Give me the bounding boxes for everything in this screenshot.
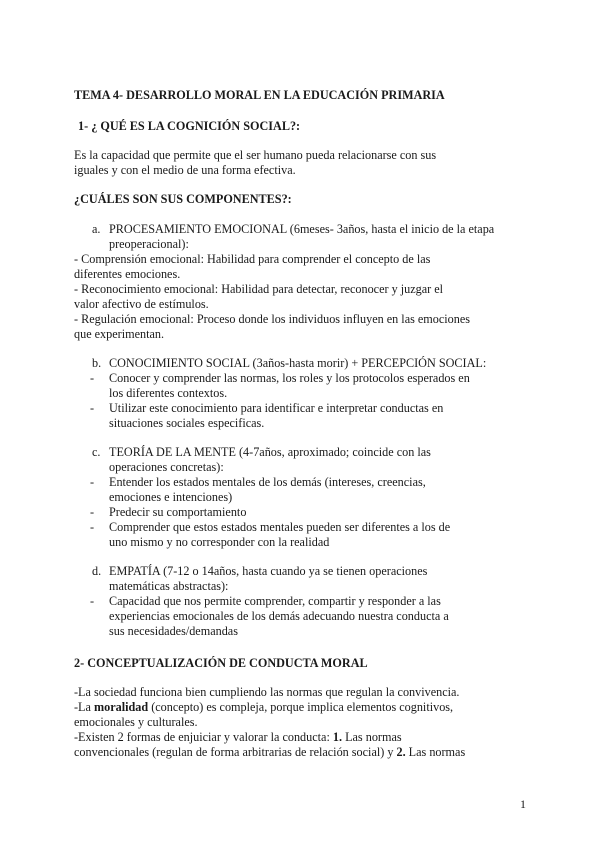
component-d-item: experiencias emocionales de los demás adecuando nuestra conducta a — [109, 609, 449, 623]
component-c-item: emociones e intenciones) — [109, 490, 233, 504]
component-a-item: - Comprensión emocional: Habilidad para comprender el concepto de las — [74, 252, 431, 266]
text-run: convencionales (regulan de forma arbitrarias de relación social) y — [74, 745, 397, 759]
component-a-item: que experimentan. — [74, 327, 165, 341]
component-c-item: Predecir su comportamiento — [109, 505, 247, 519]
text-run: -La — [74, 700, 94, 714]
moralidad-term: moralidad — [93, 700, 149, 714]
component-b-title: CONOCIMIENTO SOCIAL (3años-hasta morir) + PERCEPCIÓN SOCIAL: — [109, 356, 487, 370]
bullet: - — [90, 371, 95, 385]
document-title: TEMA 4- DESARROLLO MORAL EN LA EDUCACIÓN PRIMARIA — [74, 88, 445, 102]
list-marker-b: b. — [92, 356, 102, 370]
text-run: (concepto) es compleja, porque implica elementos cognitivos, — [148, 700, 454, 714]
list-marker-c: c. — [92, 445, 101, 459]
section-2-paragraph-2-line-2: emocionales y culturales. — [74, 715, 198, 729]
section-2-heading: 2- CONCEPTUALIZACIÓN DE CONDUCTA MORAL — [74, 656, 368, 670]
component-b-item: los diferentes contextos. — [109, 386, 228, 400]
text-run: -Existen 2 formas de enjuiciar y valorar la conducta: — [74, 730, 333, 744]
section-2-paragraph-3 — [74, 730, 402, 745]
component-c-item: Entender los estados mentales de los demás (intereses, creencias, — [109, 475, 426, 489]
component-d-item: sus necesidades/demandas — [109, 624, 238, 638]
component-c-item: uno mismo y no corresponder con la realidad — [109, 535, 330, 549]
component-a-title-2: preoperacional): — [109, 237, 189, 251]
component-a-item: - Regulación emocional: Proceso donde los individuos influyen en las emociones — [74, 312, 471, 326]
list-marker-a: a. — [92, 222, 101, 236]
bullet: - — [90, 475, 95, 489]
component-c-title-1: TEORÍA DE LA MENTE (4-7años, aproximado; coincide con las — [109, 445, 431, 459]
component-c-item: Comprender que estos estados mentales pueden ser diferentes a los de — [109, 520, 451, 534]
list-marker-d: d. — [92, 564, 102, 578]
page-number: 1 — [520, 797, 526, 811]
components-heading: ¿CUÁLES SON SUS COMPONENTES?: — [74, 192, 292, 206]
section-1-heading: 1- ¿ QUÉ ES LA COGNICIÓN SOCIAL?: — [78, 119, 301, 133]
component-d-title-1: EMPATÍA (7-12 o 14años, hasta cuando ya se tienen operaciones — [109, 564, 428, 578]
component-b-item: Utilizar este conocimiento para identificar e interpretar conductas en — [109, 401, 444, 415]
component-d-title-2: matemáticas abstractas): — [109, 579, 229, 593]
definition-line-2: iguales y con el medio de una forma efectiva. — [74, 163, 296, 177]
component-a-title-1: PROCESAMIENTO EMOCIONAL (6meses- 3años, hasta el inicio de la etapa — [109, 222, 495, 236]
component-b-item: situaciones sociales especificas. — [109, 416, 265, 430]
definition-line-1: Es la capacidad que permite que el ser humano pueda relacionarse con sus — [74, 148, 437, 162]
bullet: - — [90, 401, 95, 415]
section-2-paragraph-3-line-2 — [74, 745, 465, 760]
bullet: - — [90, 505, 95, 519]
text-run: Las normas — [342, 730, 402, 744]
component-d-item: Capacidad que nos permite comprender, compartir y responder a las — [109, 594, 441, 608]
section-2-paragraph-2 — [74, 700, 453, 715]
section-2-paragraph-1: -La sociedad funciona bien cumpliendo las normas que regulan la convivencia. — [74, 685, 460, 699]
bullet: - — [90, 520, 95, 534]
number-marker: 2. — [396, 745, 406, 759]
number-marker: 1. — [332, 730, 343, 744]
bullet: - — [90, 594, 95, 608]
component-b-item: Conocer y comprender las normas, los roles y los protocolos esperados en — [109, 371, 470, 385]
component-c-title-2: operaciones concretas): — [109, 460, 224, 474]
text-run: Las normas — [405, 745, 466, 759]
component-a-item: - Reconocimiento emocional: Habilidad para detectar, reconocer y juzgar el — [74, 282, 444, 296]
component-a-item: diferentes emociones. — [74, 267, 181, 281]
component-a-item: valor afectivo de estímulos. — [74, 297, 209, 311]
